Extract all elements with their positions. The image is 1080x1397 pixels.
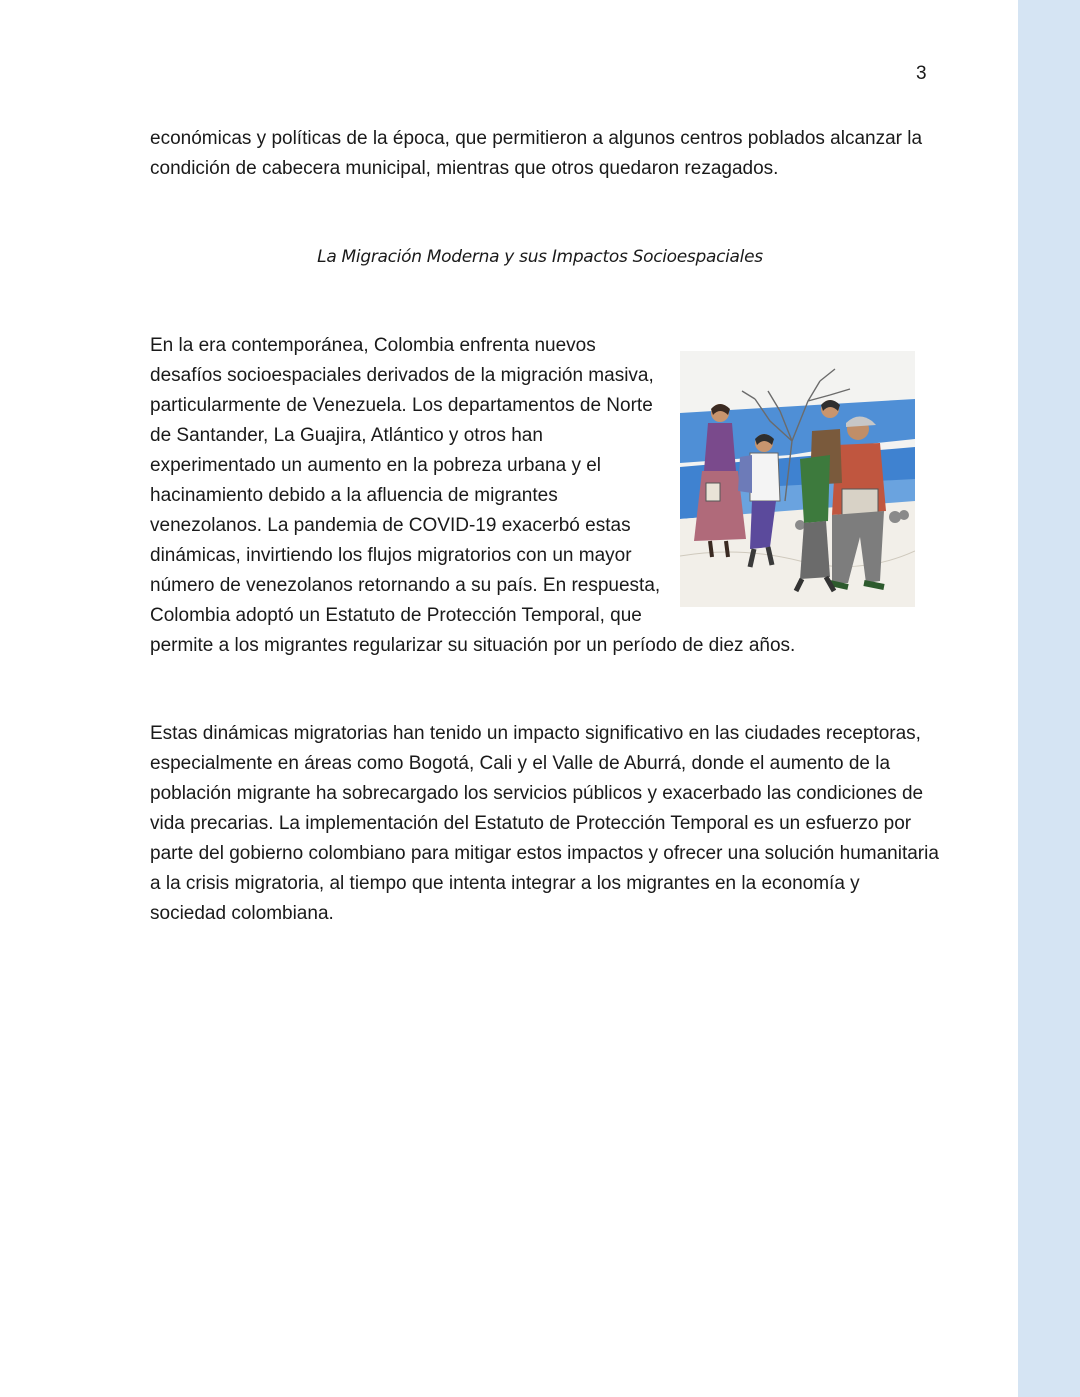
section-paragraph-2: Estas dinámicas migratorias han tenido un impacto significativo en las ciudades receptoras, especialmente en áreas como Bogotá, Cali y el Valle de Aburrá, donde el aumento de la población migrante ha sobrecargado los servicios públicos y exacerbado las condiciones de vida precarias. La implementación del Estatuto de Protección Temporal es un esfuerzo por parte del gobierno colombiano para mitigar estos impactos y ofrecer una solución humanitaria a la crisis migratoria, al tiempo que intenta integrar a los migrantes en la economía y sociedad colombiana. (150, 723, 939, 924)
section-body (150, 331, 940, 661)
section-paragraph-1: En la era contemporánea, Colombia enfrenta nuevos desafíos socioespaciales derivados de la migración masiva, particularmente de Venezuela. Los departamentos de Norte de Santander, La Guajira, Atlántico y otros han experimentado un aumento en la pobreza urbana y el hacinamiento debido a la afluencia de migrantes venezolanos. La pandemia de COVID-19 exacerbó estas dinámicas, invirtiendo los flujos migratorios con un mayor número de venezolanos retornando a su país. En respuesta, Colombia adoptó un Estatuto de Protección Temporal, que permite a los migrantes regularizar su situación por un período de diez años. (150, 335, 796, 656)
migrants-illustration (680, 351, 915, 607)
page-number: 3 (916, 63, 927, 84)
section-heading: La Migración Moderna y sus Impactos Socioespaciales (317, 247, 763, 267)
side-margin-band (1018, 0, 1080, 1397)
intro-paragraph: económicas y políticas de la época, que permitieron a algunos centros poblados alcanzar la condición de cabecera municipal, mientras que otros quedaron rezagados. (150, 128, 923, 179)
